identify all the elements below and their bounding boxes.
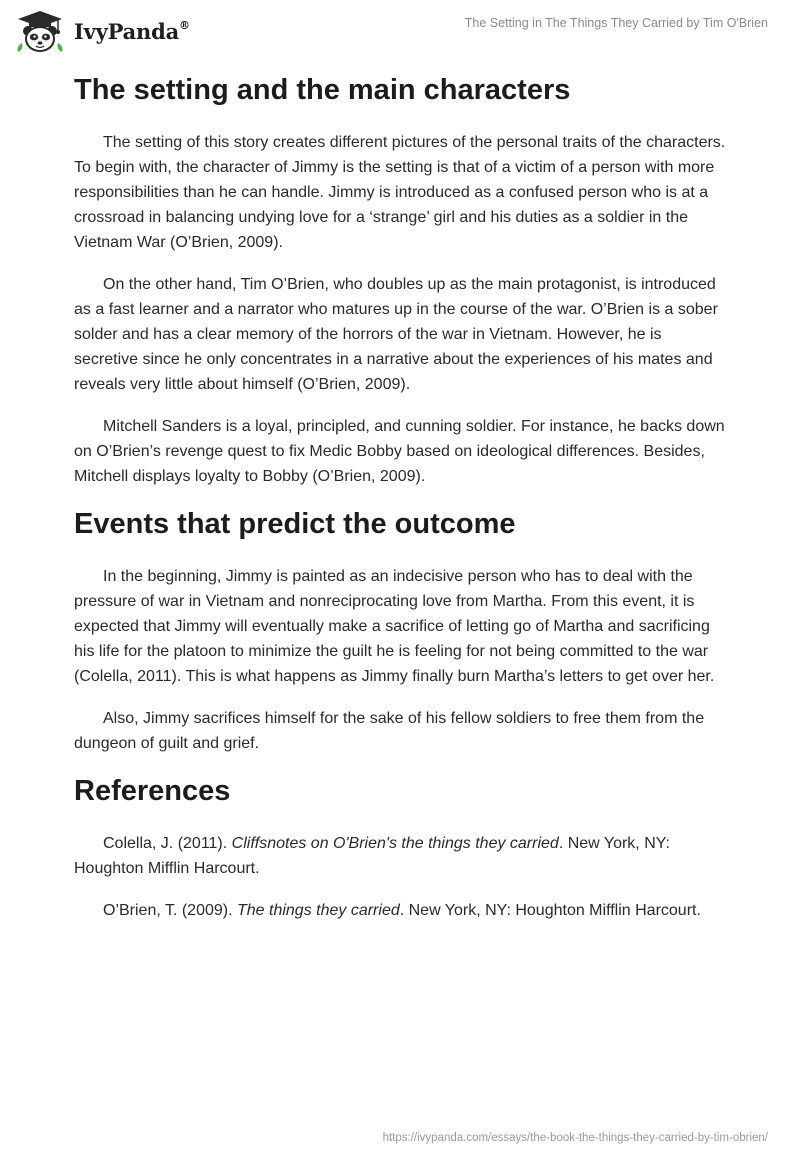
section-heading-events: Events that predict the outcome bbox=[74, 508, 516, 540]
reference-item: O’Brien, T. (2009). The things they carried. New York, NY: Houghton Mifflin Harcourt. bbox=[103, 902, 701, 919]
paragraph: Mitchell Sanders is a loyal, principled, and cunning soldier. For instance, he backs down on O’Brien’s revenge quest to fix Medic Bobby based on ideological differences. Besides, Mitchell displays loyalty to Bobby (O’Brien, 2009). bbox=[74, 418, 725, 485]
document-title: The Setting in The Things They Carried by Tim O'Brien bbox=[464, 16, 768, 30]
essay-content bbox=[74, 64, 726, 940]
paragraph: On the other hand, Tim O’Brien, who doubles up as the main protagonist, is introduced as a fast learner and a narrator who matures up in the course of the war. O’Brien is a sober solder and has a clear memory of the horrors of the war in Vietnam. However, he is secretive since he only concentrates in a narrative about the experiences of his mates and reveals very little about himself (O’Brien, 2009). bbox=[74, 276, 718, 393]
registered-mark: ® bbox=[179, 18, 190, 32]
reference-title: The things they carried bbox=[236, 902, 400, 919]
reference-title: Cliffsnotes on O'Brien's the things they carried bbox=[231, 835, 559, 852]
section-heading-setting: The setting and the main characters bbox=[74, 74, 571, 106]
references-heading: References bbox=[74, 775, 231, 807]
panda-graduate-icon bbox=[14, 9, 66, 53]
source-url-link[interactable]: https://ivypanda.com/essays/the-book-the-things-they-carried-by-tim-obrien/ bbox=[382, 1132, 768, 1144]
paragraph: The setting of this story creates different pictures of the personal traits of the characters. To begin with, the character of Jimmy is the setting is that of a victim of a person with more responsibilities than he can handle. Jimmy is introduced as a confused person who is at a crossroad in balancing undying love for a ‘strange’ girl and his duties as a soldier in the Vietnam War (O’Brien, 2009). bbox=[74, 134, 726, 251]
paragraph: Also, Jimmy sacrifices himself for the sake of his fellow soldiers to free them from the dungeon of guilt and grief. bbox=[74, 710, 705, 752]
paragraph: In the beginning, Jimmy is painted as an indecisive person who has to deal with the pressure of war in Vietnam and nonreciprocating love from Martha. From this event, it is expected that Jimmy will eventually make a sacrifice of letting go of Martha and sacrificing his life for the platoon to minimize the guilt he is feeling for not being committed to the war (Colella, 2011). This is what happens as Jimmy finally burn Martha’s letters to get over her. bbox=[74, 568, 715, 685]
brand-logo[interactable] bbox=[14, 9, 190, 53]
reference-item: Colella, J. (2011). Cliffsnotes on O'Brien's the things they carried. New York, NY: Houghton Mifflin Harcourt. bbox=[74, 835, 670, 877]
brand-name: IvyPanda® bbox=[74, 18, 190, 44]
